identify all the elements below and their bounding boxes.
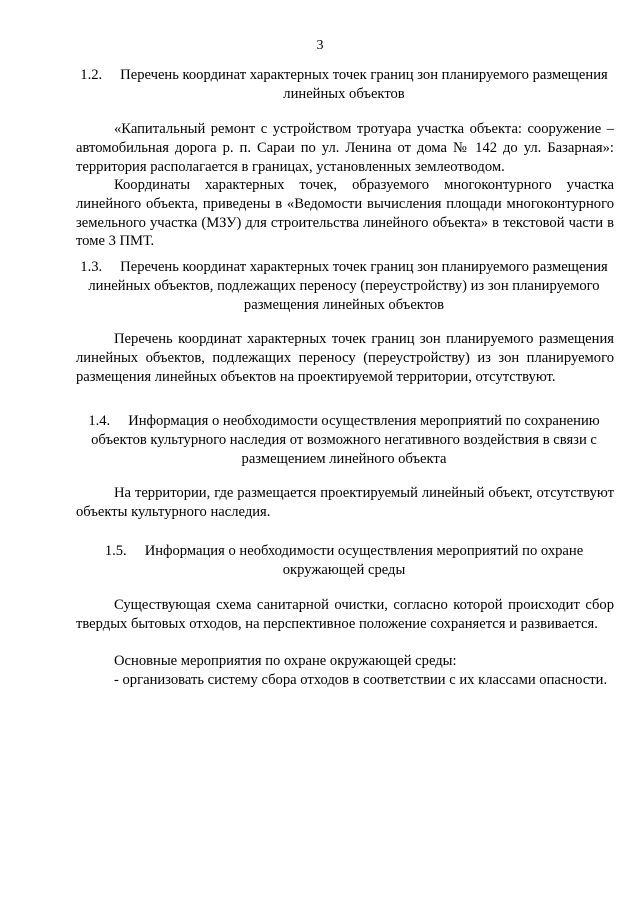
section-number: 1.5. (104, 543, 127, 559)
section-number: 1.4. (88, 413, 111, 429)
section-title: Информация о необходимости осуществления мероприятий по сохранению объектов культурного наследия от возможного негативного воздействия в связи с размещением линейного объекта (91, 413, 600, 467)
section-heading-1-2 (72, 66, 616, 104)
section-heading-1-5 (72, 542, 616, 580)
section-title: Перечень координат характерных точек границ зон планируемого размещения линейных объектов (120, 67, 608, 102)
section-number: 1.2. (80, 67, 103, 83)
paragraph: Координаты характерных точек, образуемого многоконтурного участка линейного объекта, приведены в «Ведомости вычисления площади многоконтурного земельного участка (МЗУ) для строительства линейного объекта» в текстовой части в томе 3 ПМТ. (76, 177, 614, 250)
section-number: 1.3. (80, 259, 103, 275)
paragraph: На территории, где размещается проектируемый линейный объект, отсутствуют объекты культурного наследия. (76, 485, 614, 520)
section-heading-1-3 (72, 258, 616, 314)
list-item: - организовать систему сбора отходов в соответствии с их классами опасности. (114, 672, 608, 688)
paragraph: Основные мероприятия по охране окружающей среды: (114, 653, 457, 669)
page-number: 3 (316, 38, 324, 53)
paragraph: Перечень координат характерных точек границ зон планируемого размещения линейных объектов, подлежащих переносу (переустройству) из зон планируемого размещения линейных объектов на проектируемой территории, отсутствуют. (76, 331, 614, 385)
paragraph: «Капитальный ремонт с устройством тротуара участка объекта: сооружение – автомобильная дорога р. п. Сараи по ул. Ленина от дома № 142 до ул. Базарная»: территория располагается в границах, установленных землеотводом. (76, 121, 614, 175)
paragraph: Существующая схема санитарной очистки, согласно которой происходит сбор твердых бытовых отходов, на перспективное положение сохраняется и развивается. (76, 597, 614, 632)
section-title: Перечень координат характерных точек границ зон планируемого размещения линейных объектов, подлежащих переносу (переустройству) из зон планируемого размещения линейных объектов (88, 259, 608, 313)
section-heading-1-4 (72, 412, 616, 468)
section-title: Информация о необходимости осуществления мероприятий по охране окружающей среды (144, 543, 584, 578)
